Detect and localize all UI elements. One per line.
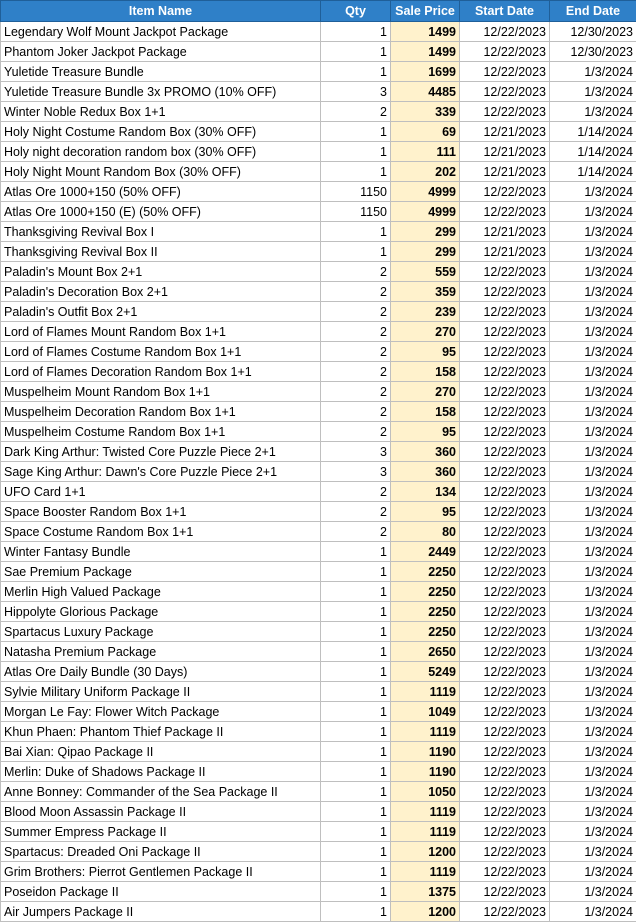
- qty-cell[interactable]: 2: [321, 422, 391, 442]
- start-date-cell[interactable]: 12/22/2023: [460, 502, 550, 522]
- start-date-cell[interactable]: 12/22/2023: [460, 562, 550, 582]
- column-header-item-name[interactable]: Item Name: [1, 1, 321, 22]
- qty-cell[interactable]: 1: [321, 782, 391, 802]
- end-date-cell[interactable]: 1/3/2024: [550, 742, 636, 762]
- item-name-cell[interactable]: Grim Brothers: Pierrot Gentlemen Package II: [1, 862, 321, 882]
- start-date-cell[interactable]: 12/22/2023: [460, 742, 550, 762]
- sale-price-cell[interactable]: 1119: [391, 682, 460, 702]
- item-name-cell[interactable]: Lord of Flames Mount Random Box 1+1: [1, 322, 321, 342]
- table-row: [1, 302, 636, 322]
- end-date-cell[interactable]: 1/3/2024: [550, 602, 636, 622]
- header-row: [1, 1, 636, 22]
- end-date-cell[interactable]: 1/3/2024: [550, 622, 636, 642]
- qty-cell[interactable]: 2: [321, 482, 391, 502]
- start-date-cell[interactable]: 12/22/2023: [460, 282, 550, 302]
- sale-price-cell[interactable]: 360: [391, 442, 460, 462]
- start-date-cell[interactable]: 12/21/2023: [460, 162, 550, 182]
- table-row: [1, 622, 636, 642]
- sale-price-cell[interactable]: 339: [391, 102, 460, 122]
- qty-cell[interactable]: 2: [321, 402, 391, 422]
- item-name-cell[interactable]: Space Costume Random Box 1+1: [1, 522, 321, 542]
- qty-cell[interactable]: 2: [321, 282, 391, 302]
- item-name-cell[interactable]: Paladin's Decoration Box 2+1: [1, 282, 321, 302]
- qty-cell[interactable]: 1: [321, 42, 391, 62]
- sale-price-cell[interactable]: 299: [391, 242, 460, 262]
- table-row: [1, 582, 636, 602]
- item-name-cell[interactable]: Spartacus Luxury Package: [1, 622, 321, 642]
- item-name-cell[interactable]: Yuletide Treasure Bundle: [1, 62, 321, 82]
- start-date-cell[interactable]: 12/22/2023: [460, 862, 550, 882]
- end-date-cell[interactable]: 1/3/2024: [550, 402, 636, 422]
- table-row: [1, 182, 636, 202]
- qty-cell[interactable]: 3: [321, 442, 391, 462]
- sale-price-cell[interactable]: 2250: [391, 582, 460, 602]
- item-name-cell[interactable]: Holy Night Mount Random Box (30% OFF): [1, 162, 321, 182]
- sale-price-cell[interactable]: 1049: [391, 702, 460, 722]
- qty-cell[interactable]: 1: [321, 842, 391, 862]
- item-name-cell[interactable]: Paladin's Outfit Box 2+1: [1, 302, 321, 322]
- table-row: [1, 802, 636, 822]
- start-date-cell[interactable]: 12/21/2023: [460, 122, 550, 142]
- item-name-cell[interactable]: Bai Xian: Qipao Package II: [1, 742, 321, 762]
- start-date-cell[interactable]: 12/22/2023: [460, 662, 550, 682]
- sale-price-cell[interactable]: 95: [391, 342, 460, 362]
- table-row: [1, 722, 636, 742]
- table-row: [1, 682, 636, 702]
- table-row: [1, 642, 636, 662]
- table-body: [1, 22, 636, 922]
- start-date-cell[interactable]: 12/22/2023: [460, 402, 550, 422]
- end-date-cell[interactable]: 1/14/2024: [550, 162, 636, 182]
- column-header-end-date[interactable]: End Date: [550, 1, 636, 22]
- sale-price-cell[interactable]: 5249: [391, 662, 460, 682]
- table-row: [1, 162, 636, 182]
- end-date-cell[interactable]: 1/3/2024: [550, 822, 636, 842]
- sale-price-cell[interactable]: 1699: [391, 62, 460, 82]
- sale-price-cell[interactable]: 1499: [391, 22, 460, 42]
- qty-cell[interactable]: 1: [321, 882, 391, 902]
- end-date-cell[interactable]: 1/3/2024: [550, 802, 636, 822]
- item-name-cell[interactable]: Dark King Arthur: Twisted Core Puzzle Piece 2+1: [1, 442, 321, 462]
- start-date-cell[interactable]: 12/22/2023: [460, 782, 550, 802]
- start-date-cell[interactable]: 12/22/2023: [460, 322, 550, 342]
- table-row: [1, 562, 636, 582]
- end-date-cell[interactable]: 1/3/2024: [550, 642, 636, 662]
- start-date-cell[interactable]: 12/22/2023: [460, 642, 550, 662]
- qty-cell[interactable]: 1150: [321, 202, 391, 222]
- start-date-cell[interactable]: 12/22/2023: [460, 382, 550, 402]
- qty-cell[interactable]: 2: [321, 322, 391, 342]
- sale-price-cell[interactable]: 4999: [391, 202, 460, 222]
- end-date-cell[interactable]: 1/3/2024: [550, 262, 636, 282]
- sale-price-cell[interactable]: 1499: [391, 42, 460, 62]
- table-row: [1, 862, 636, 882]
- start-date-cell[interactable]: 12/21/2023: [460, 242, 550, 262]
- table-row: [1, 222, 636, 242]
- item-name-cell[interactable]: Thanksgiving Revival Box II: [1, 242, 321, 262]
- start-date-cell[interactable]: 12/22/2023: [460, 362, 550, 382]
- end-date-cell[interactable]: 1/3/2024: [550, 502, 636, 522]
- table-row: [1, 742, 636, 762]
- end-date-cell[interactable]: 1/14/2024: [550, 142, 636, 162]
- table-row: [1, 362, 636, 382]
- end-date-cell[interactable]: 1/3/2024: [550, 682, 636, 702]
- sale-price-cell[interactable]: 95: [391, 422, 460, 442]
- end-date-cell[interactable]: 1/3/2024: [550, 342, 636, 362]
- end-date-cell[interactable]: 1/3/2024: [550, 782, 636, 802]
- end-date-cell[interactable]: 1/3/2024: [550, 902, 636, 922]
- end-date-cell[interactable]: 12/30/2023: [550, 42, 636, 62]
- qty-cell[interactable]: 3: [321, 82, 391, 102]
- item-name-cell[interactable]: Merlin: Duke of Shadows Package II: [1, 762, 321, 782]
- start-date-cell[interactable]: 12/22/2023: [460, 202, 550, 222]
- sale-price-cell[interactable]: 1375: [391, 882, 460, 902]
- sale-price-cell[interactable]: 134: [391, 482, 460, 502]
- table-row: [1, 842, 636, 862]
- qty-cell[interactable]: 1: [321, 802, 391, 822]
- end-date-cell[interactable]: 1/3/2024: [550, 662, 636, 682]
- sale-price-cell[interactable]: 80: [391, 522, 460, 542]
- sale-price-cell[interactable]: 239: [391, 302, 460, 322]
- item-name-cell[interactable]: Merlin High Valued Package: [1, 582, 321, 602]
- column-header-qty[interactable]: Qty: [321, 1, 391, 22]
- item-name-cell[interactable]: Lord of Flames Costume Random Box 1+1: [1, 342, 321, 362]
- table-row: [1, 402, 636, 422]
- qty-cell[interactable]: 1: [321, 642, 391, 662]
- qty-cell[interactable]: 2: [321, 502, 391, 522]
- qty-cell[interactable]: 1: [321, 142, 391, 162]
- start-date-cell[interactable]: 12/22/2023: [460, 602, 550, 622]
- item-name-cell[interactable]: Summer Empress Package II: [1, 822, 321, 842]
- table-row: [1, 342, 636, 362]
- end-date-cell[interactable]: 1/3/2024: [550, 842, 636, 862]
- sale-price-cell[interactable]: 359: [391, 282, 460, 302]
- item-name-cell[interactable]: Atlas Ore 1000+150 (50% OFF): [1, 182, 321, 202]
- end-date-cell[interactable]: 1/3/2024: [550, 882, 636, 902]
- start-date-cell[interactable]: 12/22/2023: [460, 42, 550, 62]
- qty-cell[interactable]: 1: [321, 562, 391, 582]
- item-name-cell[interactable]: Paladin's Mount Box 2+1: [1, 262, 321, 282]
- sale-price-cell[interactable]: 158: [391, 362, 460, 382]
- sale-price-cell[interactable]: 2250: [391, 562, 460, 582]
- qty-cell[interactable]: 1: [321, 122, 391, 142]
- sale-price-cell[interactable]: 69: [391, 122, 460, 142]
- end-date-cell[interactable]: 1/3/2024: [550, 422, 636, 442]
- item-name-cell[interactable]: Sae Premium Package: [1, 562, 321, 582]
- table-row: [1, 462, 636, 482]
- qty-cell[interactable]: 1: [321, 862, 391, 882]
- sale-price-cell[interactable]: 158: [391, 402, 460, 422]
- qty-cell[interactable]: 1: [321, 762, 391, 782]
- end-date-cell[interactable]: 1/3/2024: [550, 182, 636, 202]
- qty-cell[interactable]: 1: [321, 582, 391, 602]
- start-date-cell[interactable]: 12/22/2023: [460, 22, 550, 42]
- table-row: [1, 882, 636, 902]
- qty-cell[interactable]: 2: [321, 362, 391, 382]
- item-name-cell[interactable]: Sylvie Military Uniform Package II: [1, 682, 321, 702]
- sale-price-cell[interactable]: 2449: [391, 542, 460, 562]
- qty-cell[interactable]: 2: [321, 342, 391, 362]
- end-date-cell[interactable]: 1/3/2024: [550, 382, 636, 402]
- sale-price-cell[interactable]: 1119: [391, 822, 460, 842]
- table-row: [1, 762, 636, 782]
- item-name-cell[interactable]: Atlas Ore 1000+150 (E) (50% OFF): [1, 202, 321, 222]
- qty-cell[interactable]: 2: [321, 302, 391, 322]
- item-name-cell[interactable]: Holy night decoration random box (30% OFF): [1, 142, 321, 162]
- start-date-cell[interactable]: 12/22/2023: [460, 762, 550, 782]
- item-name-cell[interactable]: Legendary Wolf Mount Jackpot Package: [1, 22, 321, 42]
- start-date-cell[interactable]: 12/22/2023: [460, 542, 550, 562]
- start-date-cell[interactable]: 12/22/2023: [460, 342, 550, 362]
- qty-cell[interactable]: 1: [321, 902, 391, 922]
- item-name-cell[interactable]: Phantom Joker Jackpot Package: [1, 42, 321, 62]
- column-header-sale-price[interactable]: Sale Price: [391, 1, 460, 22]
- table-row: [1, 82, 636, 102]
- end-date-cell[interactable]: 1/3/2024: [550, 242, 636, 262]
- item-name-cell[interactable]: Winter Noble Redux Box 1+1: [1, 102, 321, 122]
- end-date-cell[interactable]: 1/3/2024: [550, 202, 636, 222]
- table-row: [1, 542, 636, 562]
- start-date-cell[interactable]: 12/22/2023: [460, 462, 550, 482]
- start-date-cell[interactable]: 12/22/2023: [460, 722, 550, 742]
- qty-cell[interactable]: 1: [321, 22, 391, 42]
- end-date-cell[interactable]: 1/3/2024: [550, 522, 636, 542]
- qty-cell[interactable]: 3: [321, 462, 391, 482]
- end-date-cell[interactable]: 1/3/2024: [550, 702, 636, 722]
- end-date-cell[interactable]: 1/3/2024: [550, 222, 636, 242]
- end-date-cell[interactable]: 1/3/2024: [550, 322, 636, 342]
- sale-price-cell[interactable]: 299: [391, 222, 460, 242]
- sale-price-cell[interactable]: 360: [391, 462, 460, 482]
- qty-cell[interactable]: 2: [321, 102, 391, 122]
- table-row: [1, 322, 636, 342]
- start-date-cell[interactable]: 12/22/2023: [460, 682, 550, 702]
- qty-cell[interactable]: 1: [321, 602, 391, 622]
- qty-cell[interactable]: 1: [321, 742, 391, 762]
- sale-price-cell[interactable]: 270: [391, 382, 460, 402]
- sale-price-cell[interactable]: 1050: [391, 782, 460, 802]
- item-name-cell[interactable]: Space Booster Random Box 1+1: [1, 502, 321, 522]
- end-date-cell[interactable]: 1/3/2024: [550, 82, 636, 102]
- table-row: [1, 62, 636, 82]
- item-name-cell[interactable]: Winter Fantasy Bundle: [1, 542, 321, 562]
- table-row: [1, 702, 636, 722]
- sale-price-cell[interactable]: 270: [391, 322, 460, 342]
- sale-price-cell[interactable]: 4999: [391, 182, 460, 202]
- end-date-cell[interactable]: 1/3/2024: [550, 762, 636, 782]
- item-name-cell[interactable]: Spartacus: Dreaded Oni Package II: [1, 842, 321, 862]
- table-row: [1, 522, 636, 542]
- qty-cell[interactable]: 1: [321, 682, 391, 702]
- table-row: [1, 42, 636, 62]
- end-date-cell[interactable]: 1/3/2024: [550, 582, 636, 602]
- table-row: [1, 602, 636, 622]
- start-date-cell[interactable]: 12/22/2023: [460, 442, 550, 462]
- qty-cell[interactable]: 1: [321, 162, 391, 182]
- table-row: [1, 822, 636, 842]
- table-row: [1, 102, 636, 122]
- end-date-cell[interactable]: 1/3/2024: [550, 102, 636, 122]
- sale-price-cell[interactable]: 2250: [391, 602, 460, 622]
- item-name-cell[interactable]: Atlas Ore Daily Bundle (30 Days): [1, 662, 321, 682]
- table-row: [1, 142, 636, 162]
- start-date-cell[interactable]: 12/22/2023: [460, 802, 550, 822]
- start-date-cell[interactable]: 12/22/2023: [460, 262, 550, 282]
- sale-price-cell[interactable]: 559: [391, 262, 460, 282]
- qty-cell[interactable]: 1: [321, 822, 391, 842]
- end-date-cell[interactable]: 1/3/2024: [550, 862, 636, 882]
- table-row: [1, 22, 636, 42]
- sale-price-cell[interactable]: 1200: [391, 902, 460, 922]
- start-date-cell[interactable]: 12/22/2023: [460, 422, 550, 442]
- qty-cell[interactable]: 1: [321, 62, 391, 82]
- end-date-cell[interactable]: 1/14/2024: [550, 122, 636, 142]
- qty-cell[interactable]: 1: [321, 662, 391, 682]
- start-date-cell[interactable]: 12/22/2023: [460, 302, 550, 322]
- sale-price-cell[interactable]: 1190: [391, 742, 460, 762]
- sale-price-cell[interactable]: 4485: [391, 82, 460, 102]
- start-date-cell[interactable]: 12/21/2023: [460, 222, 550, 242]
- start-date-cell[interactable]: 12/22/2023: [460, 622, 550, 642]
- item-name-cell[interactable]: Sage King Arthur: Dawn's Core Puzzle Piece 2+1: [1, 462, 321, 482]
- start-date-cell[interactable]: 12/22/2023: [460, 882, 550, 902]
- item-name-cell[interactable]: Muspelheim Decoration Random Box 1+1: [1, 402, 321, 422]
- start-date-cell[interactable]: 12/22/2023: [460, 842, 550, 862]
- sale-price-cell[interactable]: 202: [391, 162, 460, 182]
- item-name-cell[interactable]: Thanksgiving Revival Box I: [1, 222, 321, 242]
- start-date-cell[interactable]: 12/22/2023: [460, 62, 550, 82]
- start-date-cell[interactable]: 12/22/2023: [460, 822, 550, 842]
- end-date-cell[interactable]: 1/3/2024: [550, 62, 636, 82]
- start-date-cell[interactable]: 12/22/2023: [460, 702, 550, 722]
- sale-price-cell[interactable]: 1119: [391, 862, 460, 882]
- table-row: [1, 262, 636, 282]
- end-date-cell[interactable]: 1/3/2024: [550, 362, 636, 382]
- table-row: [1, 382, 636, 402]
- qty-cell[interactable]: 1: [321, 222, 391, 242]
- sale-price-cell[interactable]: 1190: [391, 762, 460, 782]
- qty-cell[interactable]: 1: [321, 702, 391, 722]
- item-name-cell[interactable]: Poseidon Package II: [1, 882, 321, 902]
- table-row: [1, 502, 636, 522]
- table-row: [1, 282, 636, 302]
- qty-cell[interactable]: 2: [321, 382, 391, 402]
- qty-cell[interactable]: 2: [321, 262, 391, 282]
- item-name-cell[interactable]: Muspelheim Mount Random Box 1+1: [1, 382, 321, 402]
- qty-cell[interactable]: 1: [321, 622, 391, 642]
- start-date-cell[interactable]: 12/22/2023: [460, 182, 550, 202]
- item-name-cell[interactable]: UFO Card 1+1: [1, 482, 321, 502]
- table-row: [1, 482, 636, 502]
- item-name-cell[interactable]: Hippolyte Glorious Package: [1, 602, 321, 622]
- sale-price-cell[interactable]: 111: [391, 142, 460, 162]
- item-name-cell[interactable]: Air Jumpers Package II: [1, 902, 321, 922]
- start-date-cell[interactable]: 12/22/2023: [460, 82, 550, 102]
- table-row: [1, 902, 636, 922]
- table-row: [1, 422, 636, 442]
- table-row: [1, 202, 636, 222]
- sale-price-cell[interactable]: 1200: [391, 842, 460, 862]
- start-date-cell[interactable]: 12/22/2023: [460, 482, 550, 502]
- item-name-cell[interactable]: Blood Moon Assassin Package II: [1, 802, 321, 822]
- end-date-cell[interactable]: 1/3/2024: [550, 282, 636, 302]
- item-name-cell[interactable]: Yuletide Treasure Bundle 3x PROMO (10% OFF): [1, 82, 321, 102]
- item-name-cell[interactable]: Holy Night Costume Random Box (30% OFF): [1, 122, 321, 142]
- end-date-cell[interactable]: 1/3/2024: [550, 542, 636, 562]
- table-row: [1, 122, 636, 142]
- end-date-cell[interactable]: 1/3/2024: [550, 462, 636, 482]
- table-row: [1, 242, 636, 262]
- qty-cell[interactable]: 2: [321, 522, 391, 542]
- qty-cell[interactable]: 1150: [321, 182, 391, 202]
- start-date-cell[interactable]: 12/22/2023: [460, 582, 550, 602]
- start-date-cell[interactable]: 12/22/2023: [460, 902, 550, 922]
- end-date-cell[interactable]: 1/3/2024: [550, 482, 636, 502]
- item-name-cell[interactable]: Muspelheim Costume Random Box 1+1: [1, 422, 321, 442]
- qty-cell[interactable]: 1: [321, 722, 391, 742]
- sale-price-cell[interactable]: 2250: [391, 622, 460, 642]
- end-date-cell[interactable]: 1/3/2024: [550, 722, 636, 742]
- sale-price-cell[interactable]: 1119: [391, 802, 460, 822]
- qty-cell[interactable]: 1: [321, 242, 391, 262]
- table-row: [1, 662, 636, 682]
- item-name-cell[interactable]: Lord of Flames Decoration Random Box 1+1: [1, 362, 321, 382]
- start-date-cell[interactable]: 12/22/2023: [460, 522, 550, 542]
- end-date-cell[interactable]: 1/3/2024: [550, 442, 636, 462]
- qty-cell[interactable]: 1: [321, 542, 391, 562]
- sale-price-cell[interactable]: 2650: [391, 642, 460, 662]
- sale-price-cell[interactable]: 1119: [391, 722, 460, 742]
- item-name-cell[interactable]: Anne Bonney: Commander of the Sea Package II: [1, 782, 321, 802]
- column-header-start-date[interactable]: Start Date: [460, 1, 550, 22]
- item-name-cell[interactable]: Natasha Premium Package: [1, 642, 321, 662]
- start-date-cell[interactable]: 12/22/2023: [460, 102, 550, 122]
- end-date-cell[interactable]: 1/3/2024: [550, 562, 636, 582]
- item-name-cell[interactable]: Khun Phaen: Phantom Thief Package II: [1, 722, 321, 742]
- sale-price-cell[interactable]: 95: [391, 502, 460, 522]
- table-row: [1, 442, 636, 462]
- start-date-cell[interactable]: 12/21/2023: [460, 142, 550, 162]
- table-row: [1, 782, 636, 802]
- end-date-cell[interactable]: 12/30/2023: [550, 22, 636, 42]
- item-name-cell[interactable]: Morgan Le Fay: Flower Witch Package: [1, 702, 321, 722]
- end-date-cell[interactable]: 1/3/2024: [550, 302, 636, 322]
